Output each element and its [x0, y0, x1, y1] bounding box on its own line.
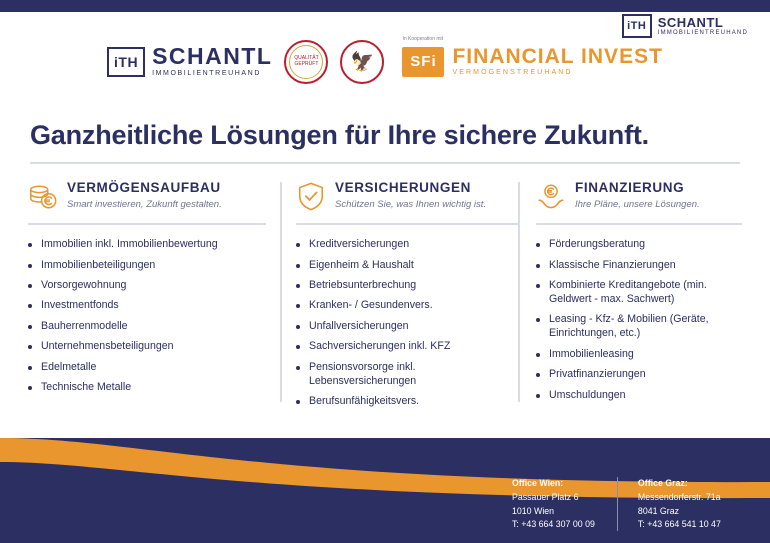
column-separator	[280, 182, 282, 402]
main-logo-row	[0, 35, 770, 84]
office-city: 1010 Wien	[512, 505, 555, 516]
eagle-glyph-icon: 🦅	[350, 51, 375, 73]
corner-logo-schantl	[622, 14, 748, 38]
sfi-badge-icon: SFi	[402, 47, 444, 77]
list-item: Vorsorgewohnung	[28, 279, 266, 293]
sfi-subtitle: VERMÖGENSTREUHAND	[452, 68, 573, 76]
service-columns	[28, 180, 742, 416]
column-vermoegensaufbau	[28, 180, 280, 416]
column-subtitle: Ihre Pläne, unsere Lösungen.	[575, 199, 700, 211]
column-title: FINANZIERUNG	[575, 180, 685, 195]
list-item: Sachversicherungen inkl. KFZ	[296, 340, 518, 354]
headline-divider	[30, 162, 740, 164]
footer	[0, 438, 770, 543]
sfi-name: FINANCIAL INVEST	[452, 44, 663, 68]
list-item: Kranken- / Gesundenvers.	[296, 299, 518, 313]
footer-offices	[512, 477, 743, 531]
list-item: Betriebsunterbrechung	[296, 279, 518, 293]
list-item: Unternehmensbeteiligungen	[28, 340, 266, 354]
list-item: Immobilienbeteiligungen	[28, 259, 266, 273]
column-divider	[28, 223, 266, 225]
office-street: Messendorferstr. 71a	[637, 492, 721, 503]
list-item: Leasing - Kfz- & Mobilien (Geräte, Einrichtungen, etc.)	[536, 313, 742, 341]
list-item: Edelmetalle	[28, 361, 266, 375]
column-divider	[536, 223, 742, 225]
list-item: Bauherrenmodelle	[28, 320, 266, 334]
office-graz	[617, 477, 743, 531]
ith-mark-icon: iTH	[622, 14, 652, 38]
logo-sfi	[402, 35, 663, 79]
corner-logo-name: SCHANTL	[657, 14, 724, 30]
column-item-list	[28, 238, 266, 395]
column-separator	[518, 182, 520, 402]
austrian-eagle-crest-icon	[340, 40, 384, 84]
schantl-subtitle: IMMOBILIENTREUHAND	[152, 69, 261, 77]
quality-seal-icon	[284, 40, 328, 84]
column-subtitle: Schützen Sie, was Ihnen wichtig ist.	[335, 199, 487, 211]
column-title: VERMÖGENSAUFBAU	[67, 180, 221, 195]
quality-seal-text: QUALITÄT GEPRÜFT	[289, 45, 323, 79]
office-phone: T: +43 664 541 10 47	[637, 518, 721, 529]
ith-mark-large-icon: iTH	[107, 47, 145, 77]
column-divider	[296, 223, 518, 225]
list-item: Privatfinanzierungen	[536, 368, 742, 382]
corner-logo-subtitle: IMMOBILIENTREUHAND	[657, 29, 748, 36]
list-item: Umschuldungen	[536, 389, 742, 403]
list-item: Technische Metalle	[28, 381, 266, 395]
office-title: Office Wien:	[512, 478, 564, 489]
column-header	[28, 180, 266, 211]
top-accent-bar	[0, 0, 770, 12]
list-item: Berufsunfähigkeitsvers.	[296, 395, 518, 409]
list-item: Eigenheim & Haushalt	[296, 259, 518, 273]
column-item-list	[536, 238, 742, 403]
office-phone: T: +43 664 307 00 09	[512, 518, 595, 529]
coins-euro-icon	[28, 181, 58, 211]
column-subtitle: Smart investieren, Zukunft gestalten.	[67, 199, 222, 211]
list-item: Kombinierte Kreditangebote (min. Geldwert - max. Sachwert)	[536, 279, 742, 307]
logo-schantl	[107, 42, 273, 79]
list-item: Immobilien inkl. Immobilienbewertung	[28, 238, 266, 252]
column-header	[536, 180, 742, 211]
list-item: Pensionsvorsorge inkl. Lebensversicherungen	[296, 361, 518, 389]
list-item: Immobilienleasing	[536, 348, 742, 362]
office-street: Passauer Platz 6	[512, 492, 579, 503]
hand-euro-icon	[536, 181, 566, 211]
list-item: Förderungsberatung	[536, 238, 742, 252]
header-logos	[0, 14, 770, 102]
column-finanzierung	[518, 180, 742, 416]
schantl-name: SCHANTL	[152, 42, 273, 69]
column-versicherungen	[280, 180, 518, 416]
office-title: Office Graz:	[637, 478, 688, 489]
list-item: Unfallversicherungen	[296, 320, 518, 334]
list-item: Klassische Finanzierungen	[536, 259, 742, 273]
list-item: Investmentfonds	[28, 299, 266, 313]
office-city: 8041 Graz	[637, 505, 679, 516]
column-item-list	[296, 238, 518, 409]
column-header	[296, 180, 518, 211]
list-item: Kreditversicherungen	[296, 238, 518, 252]
shield-check-icon	[296, 181, 326, 211]
column-title: VERSICHERUNGEN	[335, 180, 471, 195]
cooperation-note: In Kooperation mit	[402, 35, 444, 42]
office-wien	[512, 477, 617, 531]
page-title: Ganzheitliche Lösungen für Ihre sichere Zukunft.	[30, 120, 649, 150]
